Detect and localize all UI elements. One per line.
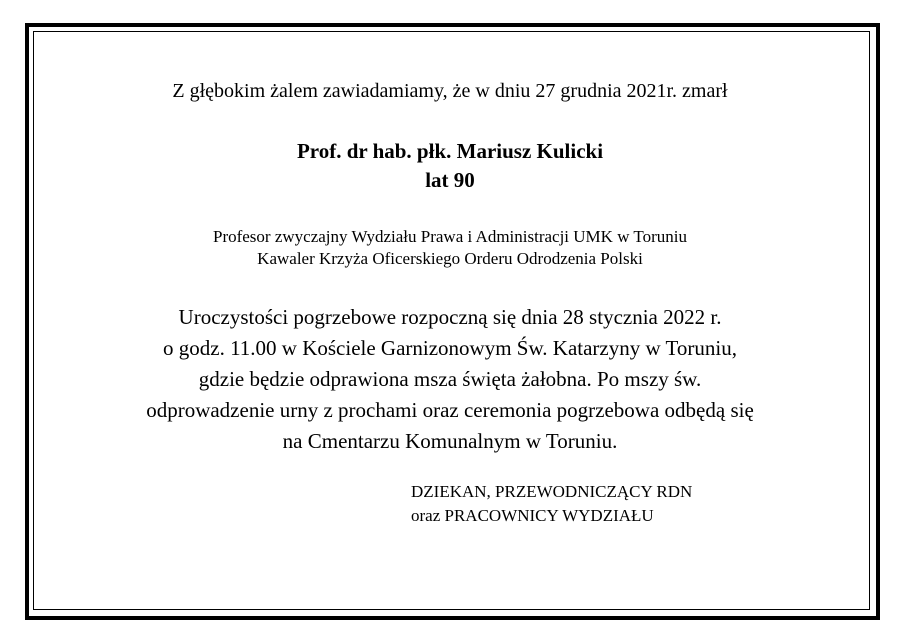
announcement-intro: Z głębokim żalem zawiadamiamy, że w dniu 27 grudnia 2021r. zmarł [172, 80, 728, 102]
ceremony-line: o godz. 11.00 w Kościele Garnizonowym Św. Katarzyny w Toruniu, [163, 336, 737, 360]
ceremony-line: Uroczystości pogrzebowe rozpoczną się dnia 28 stycznia 2022 r. [178, 305, 722, 329]
ceremony-line: na Cmentarzu Komunalnym w Toruniu. [282, 429, 618, 453]
signature-line: DZIEKAN, PRZEWODNICZĄCY RDN [411, 482, 693, 501]
deceased-age: lat 90 [425, 168, 475, 192]
deceased-title-professor: Profesor zwyczajny Wydziału Prawa i Administracji UMK w Toruniu [212, 227, 687, 246]
deceased-name: Prof. dr hab. płk. Mariusz Kulicki [296, 139, 604, 163]
signature-line: oraz PRACOWNICY WYDZIAŁU [411, 506, 654, 525]
ceremony-line: gdzie będzie odprawiona msza święta żałobna. Po mszy św. [198, 367, 702, 391]
ceremony-line: odprowadzenie urny z prochami oraz ceremonia pogrzebowa odbędą się [146, 398, 754, 422]
deceased-title-order: Kawaler Krzyża Oficerskiego Orderu Odrodzenia Polski [257, 249, 643, 268]
